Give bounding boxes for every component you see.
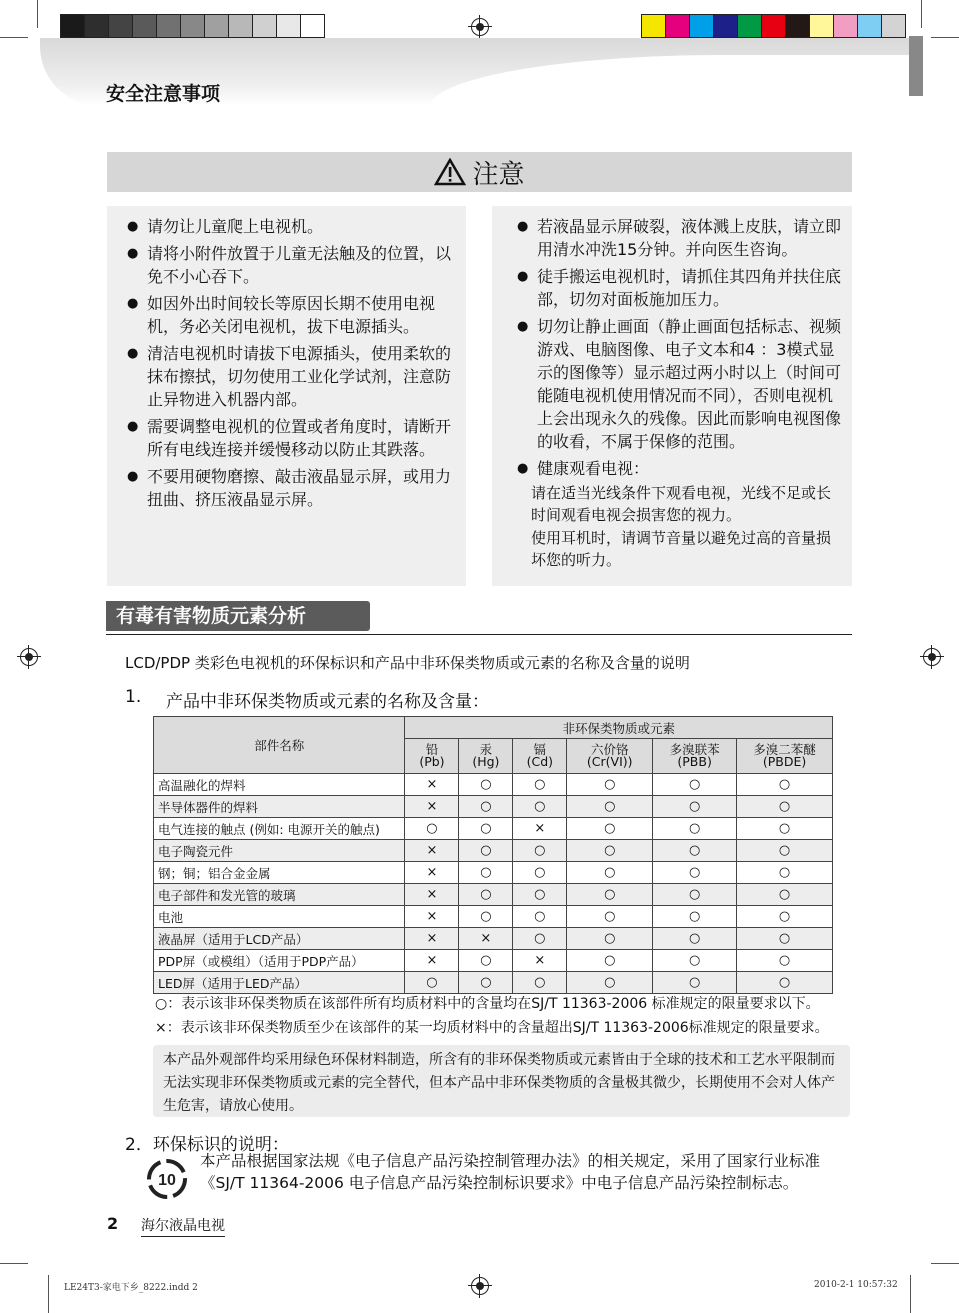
crop-mark xyxy=(910,1275,911,1313)
substance-code: (Cd) xyxy=(526,754,554,769)
substance-name: 多溴二苯醚 xyxy=(753,742,816,757)
substance-name: 镉 xyxy=(533,742,547,757)
substance-value-cell: ○ xyxy=(513,972,567,994)
substance-value-cell: ○ xyxy=(653,840,737,862)
slug-timestamp: 2010-2-1 10:57:32 xyxy=(814,1280,898,1290)
substance-value-cell: ○ xyxy=(653,796,737,818)
part-name-cell: 高温融化的焊料 xyxy=(154,774,405,796)
subtitle-1-number: 1. xyxy=(125,687,142,707)
substance-value-cell: ○ xyxy=(567,950,653,972)
page-number: 2 xyxy=(107,1214,119,1233)
substance-value-cell: × xyxy=(405,906,459,928)
substance-code: (Pb) xyxy=(419,754,445,769)
substance-value-cell: ○ xyxy=(653,774,737,796)
color-swatch xyxy=(714,15,738,37)
substance-value-cell: ○ xyxy=(459,950,513,972)
warning-triangle-icon xyxy=(434,158,466,186)
environmental-note: 本产品外观部件均采用绿色环保材料制造，所含有的非环保类物质或元素皆由于全球的技术和工艺水平限制而无法实现非环保类物质或元素的完全替代，但本产品中非环保类物质的含量极其微少，长期使用不会对人体产生危害，请放心使用。 xyxy=(153,1045,850,1117)
substance-value-cell: ○ xyxy=(567,774,653,796)
substance-code: (Cr(VI)) xyxy=(586,754,633,769)
substance-value-cell: × xyxy=(513,950,567,972)
substance-value-cell: ○ xyxy=(653,928,737,950)
caution-item: ● 需要调整电视机的位置或者角度时，请断开所有电线连接并缓慢移动以防止其跌落。 xyxy=(127,415,452,461)
eco-text: 本产品根据国家法规《电子信息产品污染控制管理办法》的相关规定，采用了国家行业标准《SJ/T 11364-2006 电子信息产品污染控制标识要求》中电子信息产品污染控制标志。 xyxy=(200,1152,821,1192)
color-swatch xyxy=(181,15,205,37)
substance-value-cell: ○ xyxy=(405,972,459,994)
substance-column-header xyxy=(405,739,459,774)
substance-value-cell: × xyxy=(405,774,459,796)
substance-value-cell: × xyxy=(405,884,459,906)
color-swatch xyxy=(229,15,253,37)
caution-left-box xyxy=(107,206,466,586)
color-swatch xyxy=(738,15,762,37)
part-name-cell: 钢；铜；铝合金金属 xyxy=(154,862,405,884)
caution-title: 注意 xyxy=(472,159,525,190)
substance-value-cell: ○ xyxy=(459,906,513,928)
color-swatch xyxy=(690,15,714,37)
substance-value-cell: ○ xyxy=(513,862,567,884)
substance-value-cell: ○ xyxy=(653,884,737,906)
substance-value-cell: ○ xyxy=(737,972,833,994)
color-swatch xyxy=(810,15,834,37)
caution-item: ● 请勿让儿童爬上电视机。 xyxy=(127,215,452,238)
color-swatch xyxy=(253,15,277,37)
substance-value-cell: ○ xyxy=(459,818,513,840)
substance-code: (Hg) xyxy=(472,754,500,769)
substance-value-cell: ○ xyxy=(513,928,567,950)
substance-value-cell: ○ xyxy=(513,840,567,862)
color-swatch xyxy=(666,15,690,37)
substance-value-cell: × xyxy=(513,818,567,840)
header-tab xyxy=(909,36,923,96)
color-swatch xyxy=(277,15,301,37)
caution-item: ● 如因外出时间较长等原因长期不使用电视机，务必关闭电视机，拔下电源插头。 xyxy=(127,292,452,338)
substance-value-cell: ○ xyxy=(737,906,833,928)
registration-mark-icon xyxy=(923,648,941,666)
substance-value-cell: × xyxy=(405,862,459,884)
part-name-cell: 电气连接的触点 (例如: 电源开关的触点) xyxy=(154,818,405,840)
legend-circle: ○：表示该非环保类物质在该部件所有均质材料中的含量均在SJ/T 11363-2006 标准规定的限量要求以下。 xyxy=(155,996,820,1012)
color-swatch xyxy=(85,15,109,37)
substance-value-cell: × xyxy=(405,840,459,862)
substance-code: (PBDE) xyxy=(762,754,807,769)
process-color-bar xyxy=(641,14,906,38)
part-name-cell: 液晶屏（适用于LCD产品） xyxy=(154,928,405,950)
crop-mark xyxy=(0,1263,28,1264)
substance-value-cell: ○ xyxy=(567,884,653,906)
substance-column-header xyxy=(653,739,737,774)
table-row xyxy=(154,884,833,906)
substance-value-cell: ○ xyxy=(513,884,567,906)
part-name-cell: 半导体器件的焊料 xyxy=(154,796,405,818)
grayscale-color-bar xyxy=(60,14,325,38)
substance-value-cell: ○ xyxy=(737,928,833,950)
substance-value-cell: ○ xyxy=(459,862,513,884)
color-swatch xyxy=(858,15,882,37)
substance-value-cell: ○ xyxy=(567,818,653,840)
substance-value-cell: ○ xyxy=(567,796,653,818)
table-row xyxy=(154,950,833,972)
substance-value-cell: ○ xyxy=(459,840,513,862)
substance-column-header xyxy=(513,739,567,774)
color-swatch xyxy=(205,15,229,37)
substance-name: 汞 xyxy=(479,742,493,757)
health-line: 使用耳机时，请调节音量以避免过高的音量损坏您的听力。 xyxy=(531,529,832,569)
crop-mark xyxy=(0,37,28,38)
substance-name: 多溴联苯 xyxy=(669,742,720,757)
color-swatch xyxy=(882,15,905,37)
registration-mark-icon xyxy=(471,18,489,36)
table-row xyxy=(154,774,833,796)
part-name-cell: 电子部件和发光管的玻璃 xyxy=(154,884,405,906)
substance-value-cell: ○ xyxy=(513,774,567,796)
table-row xyxy=(154,972,833,994)
subtitle-2: 2．环保标识的说明： xyxy=(125,1135,289,1155)
substance-value-cell: ○ xyxy=(459,796,513,818)
color-swatch xyxy=(786,15,810,37)
color-swatch xyxy=(133,15,157,37)
substance-group-header: 非环保类物质或元素 xyxy=(405,717,833,739)
caution-item: ● 若液晶显示屏破裂，液体溅上皮肤，请立即用清水冲洗15分钟。并向医生咨询。 xyxy=(517,215,842,261)
part-name-cell: LED屏（适用于LED产品） xyxy=(154,972,405,994)
table-row xyxy=(154,796,833,818)
registration-mark-icon xyxy=(20,648,38,666)
color-swatch xyxy=(61,15,85,37)
substance-code: (PBB) xyxy=(677,754,712,769)
part-name-cell: 电池 xyxy=(154,906,405,928)
part-name-cell: PDP屏（或模组）（适用于PDP产品） xyxy=(154,950,405,972)
substance-value-cell: ○ xyxy=(653,972,737,994)
registration-mark-icon xyxy=(471,1277,489,1295)
eco-logo-number: 10 xyxy=(158,1172,176,1189)
part-name-header: 部件名称 xyxy=(154,717,405,774)
substance-value-cell: ○ xyxy=(737,840,833,862)
table-row xyxy=(154,906,833,928)
caution-item: ● 徒手搬运电视机时，请抓住其四角并扶住底部，切勿对面板施加压力。 xyxy=(517,265,842,311)
substance-value-cell: ○ xyxy=(567,862,653,884)
substance-table xyxy=(153,716,833,994)
substance-value-cell: ○ xyxy=(567,972,653,994)
substance-value-cell: × xyxy=(459,928,513,950)
table-row xyxy=(154,818,833,840)
substance-value-cell: ○ xyxy=(567,928,653,950)
substance-value-cell: ○ xyxy=(653,862,737,884)
crop-mark xyxy=(931,1263,959,1264)
substance-value-cell: ○ xyxy=(737,950,833,972)
substance-name: 铅 xyxy=(425,742,439,757)
substance-value-cell: ○ xyxy=(737,884,833,906)
substance-value-cell: ○ xyxy=(567,906,653,928)
caution-item: ● 健康观看电视： xyxy=(517,457,842,480)
substance-value-cell: ○ xyxy=(459,884,513,906)
caution-banner xyxy=(107,152,852,192)
table-row xyxy=(154,862,833,884)
substance-value-cell: × xyxy=(405,796,459,818)
page-heading: 安全注意事项 xyxy=(106,83,221,105)
section-divider xyxy=(106,634,852,635)
crop-mark xyxy=(37,0,38,28)
substance-value-cell: ○ xyxy=(653,906,737,928)
crop-mark xyxy=(48,1275,49,1313)
caution-item: ● 清洁电视机时请拔下电源插头，使用柔软的抹布擦拭，切勿使用工业化学试剂，注意防止异物进入机器内部。 xyxy=(127,342,452,411)
substance-value-cell: ○ xyxy=(459,972,513,994)
crop-mark xyxy=(921,0,922,28)
legend-cross: ×：表示该非环保类物质至少在该部件的某一均质材料中的含量超出SJ/T 11363-2006标准规定的限量要求。 xyxy=(155,1020,829,1036)
eco-logo-icon xyxy=(146,1158,188,1200)
substance-value-cell: ○ xyxy=(653,818,737,840)
color-swatch xyxy=(109,15,133,37)
color-swatch xyxy=(301,15,324,37)
color-swatch xyxy=(762,15,786,37)
caution-item: ● 切勿让静止画面（静止画面包括标志、视频游戏、电脑图像、电子文本和4 ：3模式显示的图像等）显示超过两小时以上（时间可能随电视机使用情况而不同），否则电视机上会出现永久的残像。因此而影响电视图像的收看，不属于保修的范围。 xyxy=(517,315,842,453)
substance-column-header xyxy=(567,739,653,774)
part-name-cell: 电子陶瓷元件 xyxy=(154,840,405,862)
substance-value-cell: ○ xyxy=(513,906,567,928)
substance-column-header xyxy=(459,739,513,774)
footer-brand: 海尔液晶电视 xyxy=(141,1215,225,1237)
color-swatch xyxy=(834,15,858,37)
section-title: 有毒有害物质元素分析 xyxy=(106,601,370,631)
substance-value-cell: ○ xyxy=(653,950,737,972)
substance-value-cell: ○ xyxy=(567,840,653,862)
substance-value-cell: ○ xyxy=(459,774,513,796)
table-row xyxy=(154,928,833,950)
health-line: 请在适当光线条件下观看电视，光线不足或长时间观看电视会损害您的视力。 xyxy=(531,484,832,524)
table-row xyxy=(154,840,833,862)
substance-value-cell: ○ xyxy=(405,818,459,840)
substance-column-header xyxy=(737,739,833,774)
caution-right-box xyxy=(492,206,852,586)
crop-mark xyxy=(931,37,959,38)
substance-value-cell: ○ xyxy=(737,818,833,840)
color-swatch xyxy=(642,15,666,37)
substance-name: 六价铬 xyxy=(590,742,629,757)
caution-item: ● 请将小附件放置于儿童无法触及的位置，以免不小心吞下。 xyxy=(127,242,452,288)
substance-value-cell: ○ xyxy=(737,796,833,818)
substance-value-cell: ○ xyxy=(513,796,567,818)
color-swatch xyxy=(157,15,181,37)
subtitle-1: 产品中非环保类物质或元素的名称及含量： xyxy=(166,692,489,712)
substance-value-cell: ○ xyxy=(737,774,833,796)
section-intro: LCD/PDP 类彩色电视机的环保标识和产品中非环保类物质或元素的名称及含量的说明 xyxy=(125,654,690,672)
substance-value-cell: × xyxy=(405,950,459,972)
caution-item: ● 不要用硬物磨擦、敲击液晶显示屏，或用力扭曲、挤压液晶显示屏。 xyxy=(127,465,452,511)
substance-value-cell: ○ xyxy=(737,862,833,884)
slug-file-info: LE24T3-家电下乡_8222.indd 2 xyxy=(64,1283,198,1293)
substance-value-cell: × xyxy=(405,928,459,950)
